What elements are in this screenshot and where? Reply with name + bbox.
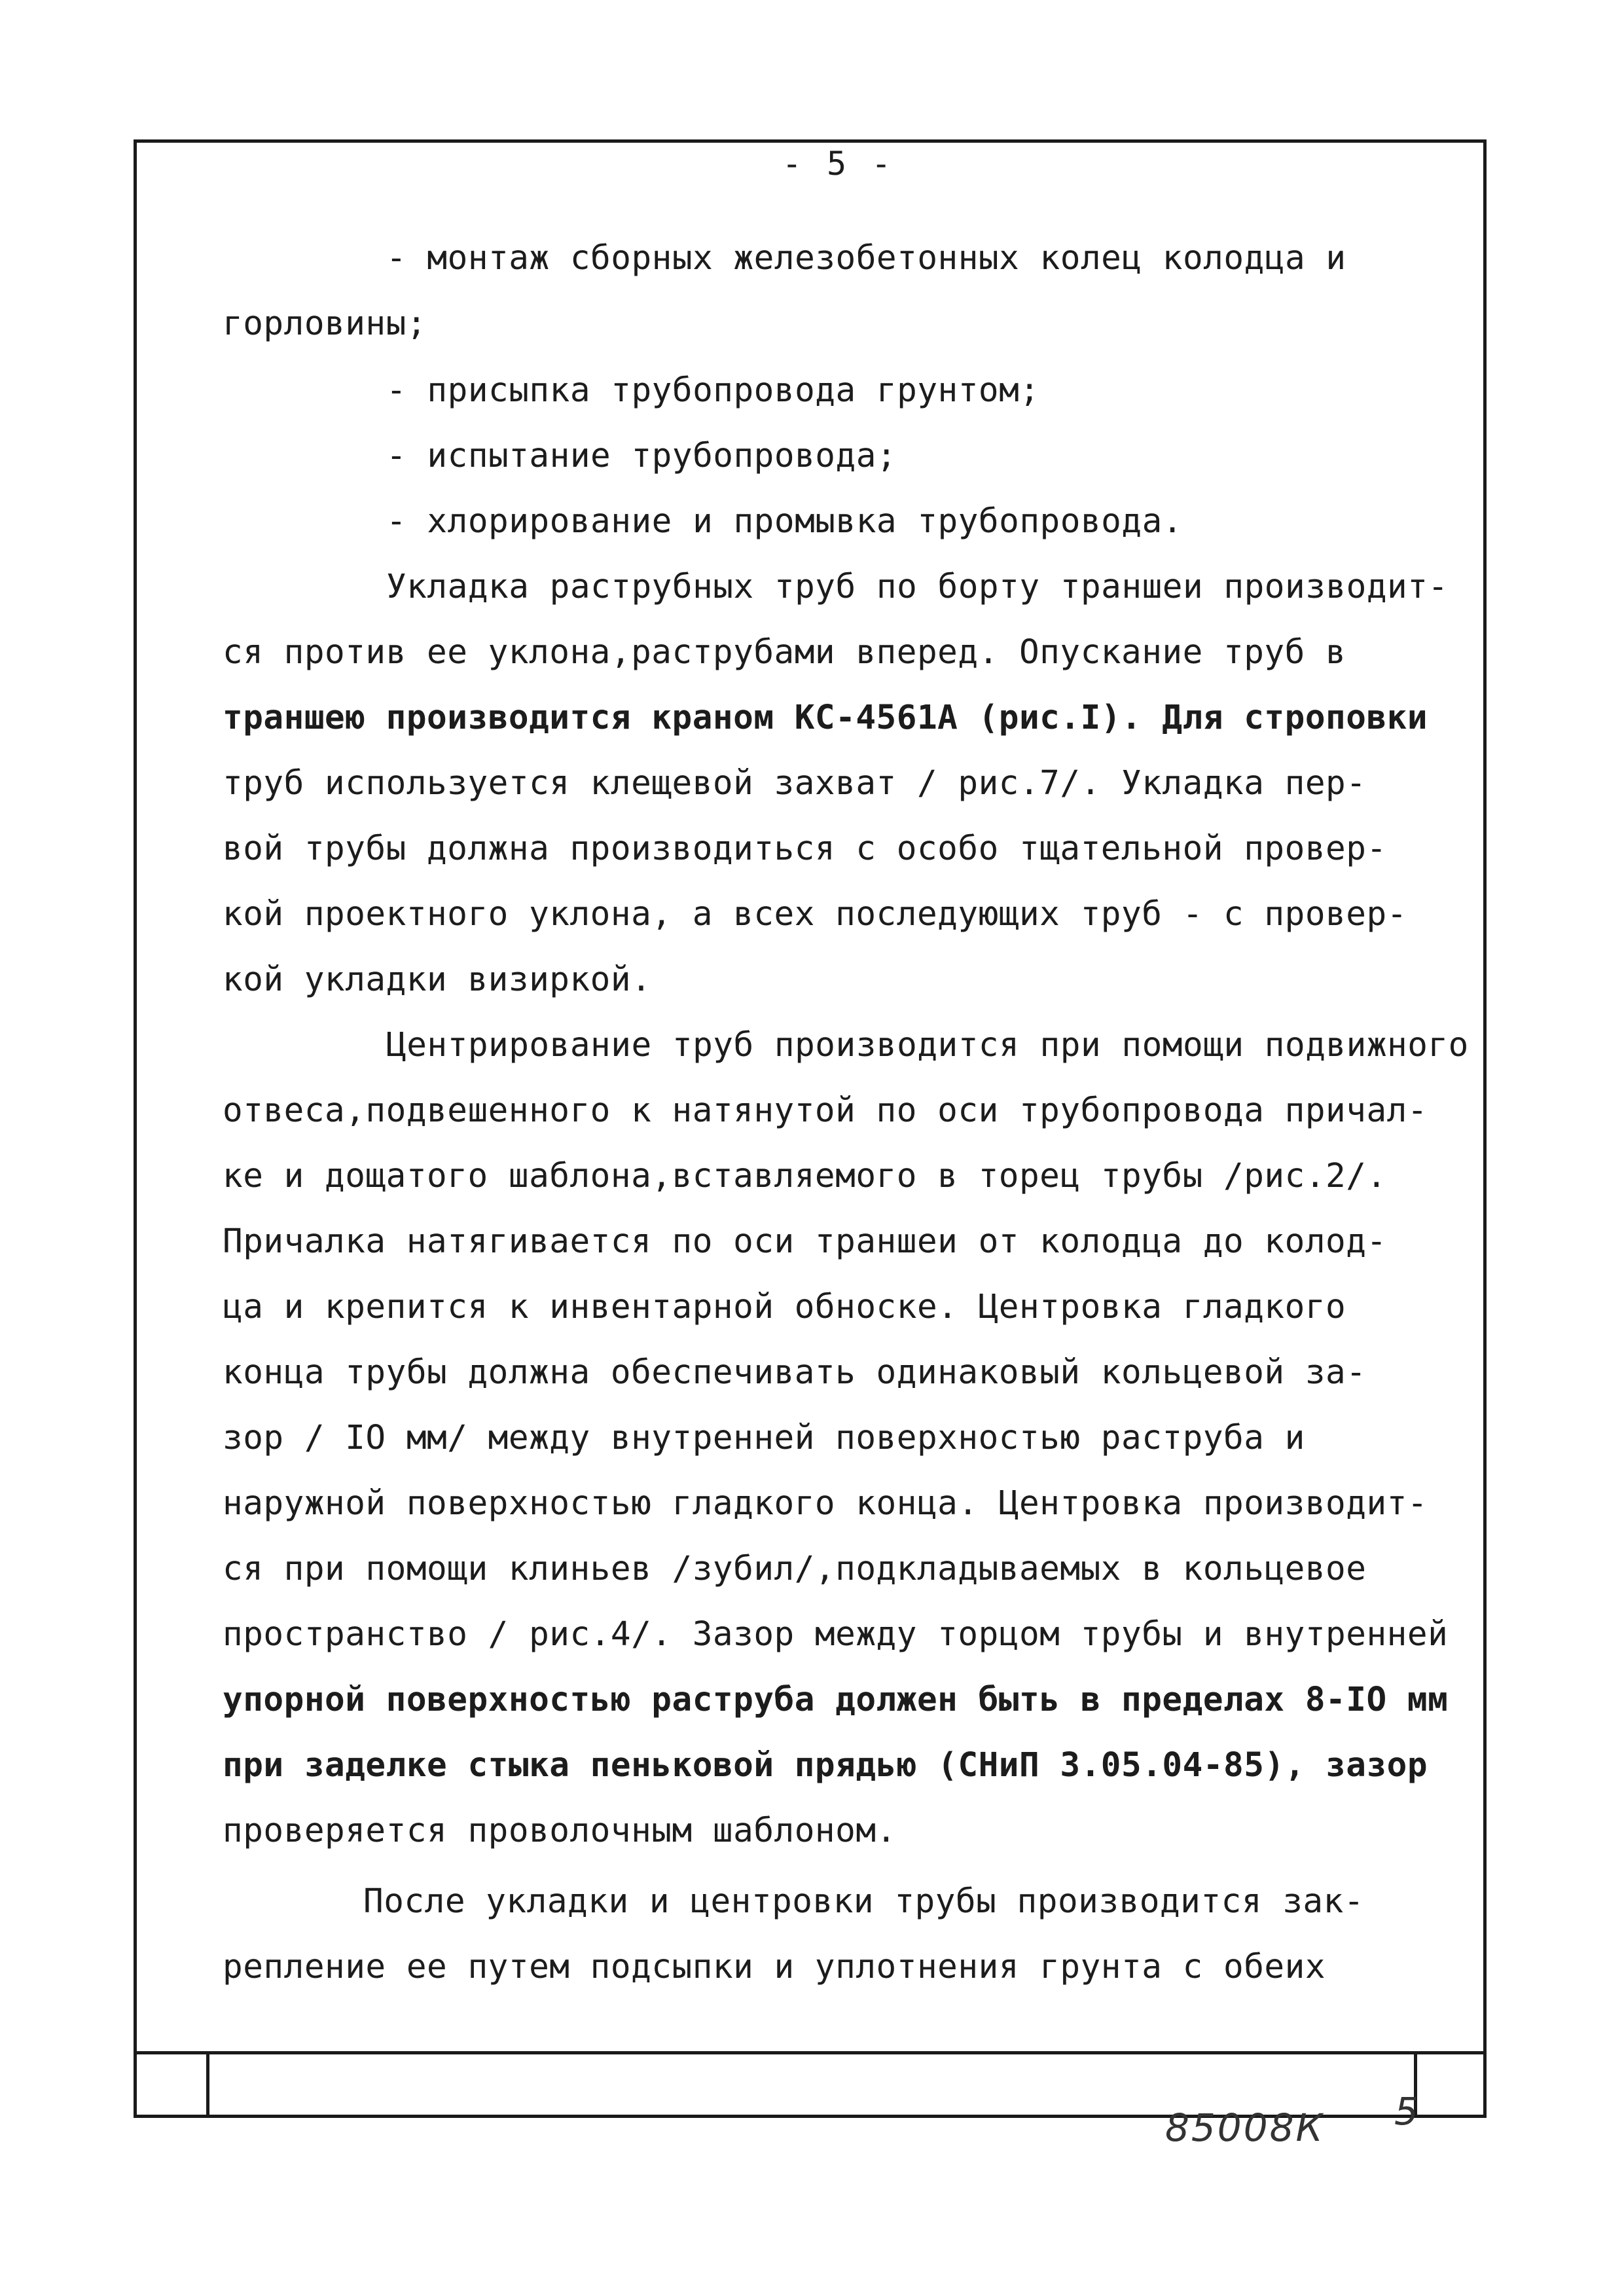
sheet-number: 5 [1394, 2089, 1418, 2134]
title-block-left-divider [206, 2051, 209, 2118]
text-line: После укладки и центровки трубы производится зак- [363, 1882, 1365, 1921]
text-line: Укладка раструбных труб по борту траншеи производит- [386, 568, 1449, 606]
text-line: Центрирование труб производится при помощи подвижного [386, 1026, 1469, 1065]
text-line: труб используется клещевой захват / рис.7/. Укладка пер- [223, 764, 1367, 803]
document-code: 85008К [1165, 2105, 1325, 2150]
text-line: пространство / рис.4/. Зазор между торцом трубы и внутренней [223, 1615, 1449, 1654]
text-line: ся при помощи клиньев /зубил/,подкладываемых в кольцевое [223, 1550, 1367, 1588]
text-line: проверяется проволочным шаблоном. [223, 1812, 897, 1850]
text-line: горловины; [223, 304, 427, 343]
text-line: ся против ее уклона,раструбами вперед. Опускание труб в [223, 633, 1346, 672]
text-line: Причалка натягивается по оси траншеи от колодца до колод- [223, 1222, 1387, 1261]
text-line: - присыпка трубопровода грунтом; [386, 371, 1040, 410]
text-line: - монтаж сборных железобетонных колец колодца и [386, 239, 1346, 278]
text-line: упорной поверхностью раструба должен быть в пределах 8-IO мм [223, 1681, 1449, 1719]
text-line: кой проектного уклона, а всех последующих труб - с провер- [223, 895, 1407, 934]
text-line: конца трубы должна обеспечивать одинаковый кольцевой за- [223, 1353, 1367, 1392]
text-line: наружной поверхностью гладкого конца. Центровка производит- [223, 1484, 1428, 1523]
text-line: ца и крепится к инвентарной обноске. Центровка гладкого [223, 1288, 1346, 1326]
text-line: - хлорирование и промывка трубопровода. [386, 502, 1183, 541]
text-line: траншею производится краном КС-4561А (рис.I). Для строповки [223, 699, 1428, 737]
page-number: - 5 - [782, 145, 894, 183]
text-line: вой трубы должна производиться с особо тщательной провер- [223, 829, 1387, 868]
text-line: репление ее путем подсыпки и уплотнения грунта с обеих [223, 1948, 1326, 1986]
text-line: зор / IO мм/ между внутренней поверхностью раструба и [223, 1419, 1305, 1457]
text-line: отвеса,подвешенного к натянутой по оси трубопровода причал- [223, 1091, 1428, 1130]
text-line: кой укладки визиркой. [223, 960, 652, 999]
text-line: при заделке стыка пеньковой прядью (СНиП 3.05.04-85), зазор [223, 1746, 1428, 1785]
text-line: ке и дощатого шаблона,вставляемого в торец трубы /рис.2/. [223, 1157, 1387, 1195]
title-block-top-line [134, 2051, 1487, 2054]
text-line: - испытание трубопровода; [386, 437, 897, 475]
